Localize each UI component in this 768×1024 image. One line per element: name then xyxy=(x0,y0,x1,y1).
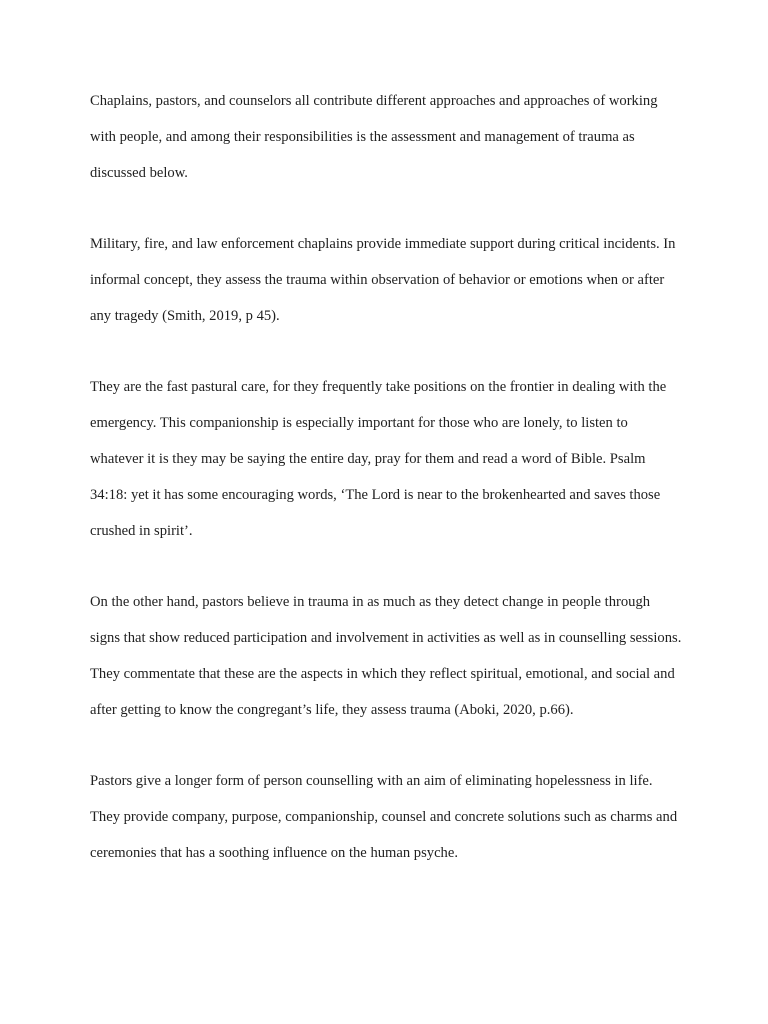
paragraph-4: On the other hand, pastors believe in trauma in as much as they detect change in people through signs that show reduced participation and involvement in activities as well as in counselling sessions. They commentate that these are the aspects in which they reflect spiritual, emotional, and social and after getting to know the congregant’s life, they assess trauma (Aboki, 2020, p.66). xyxy=(90,594,682,718)
paragraph-1: Chaplains, pastors, and counselors all contribute different approaches and approaches of working with people, and among their responsibilities is the assessment and management of trauma as discussed below. xyxy=(90,93,658,181)
paragraph-5: Pastors give a longer form of person counselling with an aim of eliminating hopelessness in life. They provide company, purpose, companionship, counsel and concrete solutions such as charms and ceremonies that has a soothing influence on the human psyche. xyxy=(90,773,678,861)
document-body xyxy=(90,84,682,907)
paragraph-2: Military, fire, and law enforcement chaplains provide immediate support during critical incidents. In informal concept, they assess the trauma within observation of behavior or emotions when or after any tragedy (Smith, 2019, p 45). xyxy=(90,236,676,324)
paragraph-3: They are the fast pastural care, for they frequently take positions on the frontier in dealing with the emergency. This companionship is especially important for those who are lonely, to listen to whatever it is they may be saying the entire day, pray for them and read a word of Bible. Psalm 34:18: yet it has some encouraging words, ‘The Lord is near to the brokenhearted and saves those crushed in spirit’. xyxy=(90,379,667,539)
